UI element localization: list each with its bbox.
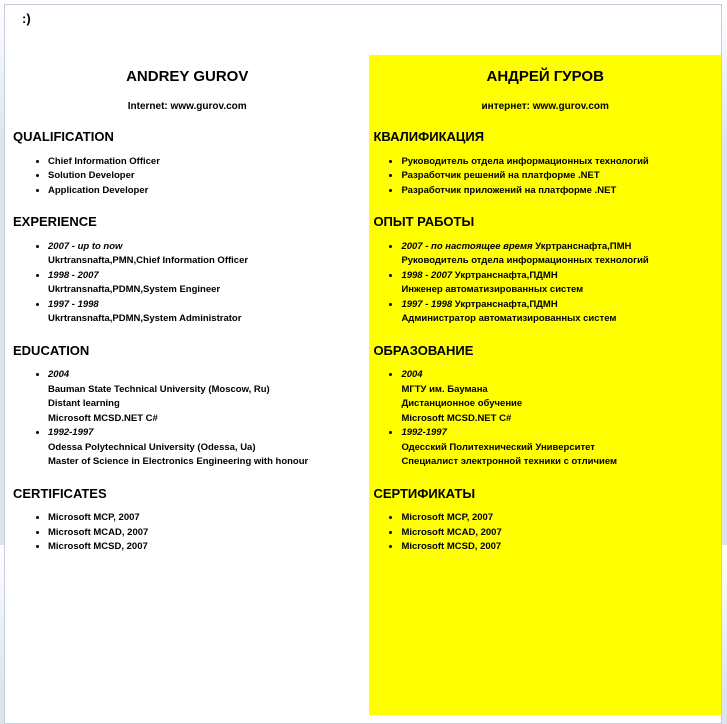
list-item — [48, 269, 361, 298]
item-line — [401, 169, 717, 184]
item-text: Microsoft MCSD, 2007 — [48, 541, 148, 553]
item-line — [48, 269, 361, 284]
item-line — [401, 383, 717, 398]
item-text: Ukrtransnafta,PMN,Chief Information Officer — [48, 255, 249, 267]
item-text: Администратор автоматизированных систем — [401, 313, 617, 325]
item-text: Microsoft MCP, 2007 — [48, 512, 140, 524]
section-heading: QUALIFICATION — [13, 129, 114, 144]
item-line — [401, 283, 717, 298]
item-line — [48, 312, 361, 327]
item-text: Ukrtransnafta,PDMN,System Engineer — [48, 284, 221, 296]
date-range: 1998 - 2007 — [401, 269, 453, 281]
item-text: Укртранснафта,ПДМН — [452, 298, 558, 310]
item-line — [401, 511, 717, 526]
list-item — [48, 540, 361, 555]
date-range: 1997 - 1998 — [401, 298, 453, 310]
item-text: Application Developer — [48, 184, 149, 196]
list-item — [401, 269, 717, 298]
item-text: Microsoft MCAD, 2007 — [401, 526, 502, 538]
item-line — [48, 155, 361, 170]
section-list — [13, 155, 361, 199]
item-line — [48, 184, 361, 199]
list-item — [401, 184, 717, 199]
item-text: Distant learning — [48, 398, 120, 410]
date-range: 1998 - 2007 — [48, 269, 99, 281]
item-text: Microsoft MCSD.NET C# — [401, 412, 512, 424]
item-line — [48, 283, 361, 298]
list-item — [48, 240, 361, 269]
section-heading: EDUCATION — [13, 342, 90, 358]
section-list — [13, 240, 361, 327]
section-heading: ОБРАЗОВАНИЕ — [373, 342, 474, 358]
item-line — [48, 240, 361, 255]
column-russian — [369, 55, 721, 715]
item-text: Chief Information Officer — [48, 155, 160, 167]
list-item — [401, 298, 717, 327]
list-item — [401, 368, 717, 426]
item-line — [401, 412, 717, 427]
item-line — [48, 526, 361, 541]
item-line — [48, 412, 361, 427]
item-text: Разработчик приложений на платформе .NET — [401, 184, 617, 196]
item-line — [401, 540, 717, 555]
item-line — [48, 368, 361, 383]
item-line — [401, 184, 717, 199]
item-text: Odessa Polytechnical University (Odessa, Ua) — [48, 441, 256, 453]
list-item — [401, 511, 717, 526]
list-item — [401, 155, 717, 170]
item-line — [401, 240, 717, 255]
item-text: Microsoft MCP, 2007 — [401, 512, 494, 524]
list-item — [48, 184, 361, 199]
date-range: 2007 - up to now — [48, 240, 123, 252]
item-text: Microsoft MCAD, 2007 — [48, 526, 149, 538]
item-line — [401, 368, 717, 383]
section-heading: КВАЛИФИКАЦИЯ — [373, 129, 485, 144]
item-text: Одесский Политехнический Университет — [401, 441, 595, 453]
item-line — [48, 511, 361, 526]
item-text: Microsoft MCSD, 2007 — [401, 541, 502, 553]
item-line — [401, 298, 717, 313]
item-text: Microsoft MCSD.NET C# — [48, 412, 158, 424]
list-item — [401, 540, 717, 555]
item-text: Инженер автоматизированных систем — [401, 284, 584, 296]
section-list — [13, 511, 361, 555]
item-text: МГТУ им. Баумана — [401, 383, 488, 395]
date-range: 1997 - 1998 — [48, 298, 99, 310]
item-text: Ukrtransnafta,PDMN,System Administrator — [48, 313, 242, 325]
item-line — [48, 298, 361, 313]
item-line — [401, 455, 717, 470]
section-heading: ОПЫТ РАБОТЫ — [373, 214, 475, 230]
resume-title-russian: АНДРЕЙ ГУРОВ — [486, 68, 604, 85]
date-range: 1992-1997 — [401, 427, 447, 439]
item-line — [48, 441, 361, 456]
item-line — [401, 312, 717, 327]
item-line — [48, 169, 361, 184]
date-range: 2004 — [401, 369, 423, 381]
resume-subtitle-english: Internet: www.gurov.com — [127, 101, 247, 112]
list-item — [401, 169, 717, 184]
item-line — [401, 155, 717, 170]
section-list — [373, 240, 717, 327]
item-line — [48, 383, 361, 398]
resume-subtitle-russian: интернет: www.gurov.com — [481, 101, 609, 112]
item-text: Руководитель отдела информационных технологий — [401, 255, 649, 267]
item-text: Укртранснафта,ПДМН — [452, 269, 558, 281]
item-text: Руководитель отдела информационных технологий — [401, 155, 649, 167]
list-item — [48, 511, 361, 526]
item-line — [401, 526, 717, 541]
section-heading: СЕРТИФИКАТЫ — [373, 485, 476, 501]
section-list — [373, 511, 717, 555]
item-line — [48, 540, 361, 555]
item-line — [401, 441, 717, 456]
section-heading: CERTIFICATES — [13, 485, 107, 501]
item-text: Специалист электронной техники с отличием — [401, 456, 618, 468]
smiley-text: :) — [22, 11, 31, 26]
resume-title-english: ANDREY GUROV — [126, 68, 249, 85]
list-item — [401, 240, 717, 269]
item-text: Разработчик решений на платформе .NET — [401, 170, 600, 182]
item-text: Дистанционное обучение — [401, 398, 523, 410]
list-item — [48, 298, 361, 327]
item-line — [48, 426, 361, 441]
date-range: 1992-1997 — [48, 427, 94, 439]
item-text: Укртранснафта,ПМН — [532, 240, 632, 252]
date-range: 2004 — [48, 369, 70, 381]
section-heading: EXPERIENCE — [13, 214, 97, 230]
item-line — [401, 397, 717, 412]
list-item — [48, 169, 361, 184]
list-item — [48, 368, 361, 426]
list-item — [401, 526, 717, 541]
list-item — [48, 155, 361, 170]
date-range: 2007 - по настоящее время — [401, 240, 533, 252]
item-text: Master of Science in Electronics Engineering with honour — [48, 456, 309, 468]
item-line — [48, 397, 361, 412]
item-text: Solution Developer — [48, 170, 135, 182]
section-list — [13, 368, 361, 470]
item-line — [401, 269, 717, 284]
item-line — [401, 254, 717, 269]
list-item — [401, 426, 717, 470]
sections-russian — [373, 129, 717, 555]
item-text: Bauman State Technical University (Moscow, Ru) — [48, 383, 270, 395]
item-line — [48, 254, 361, 269]
resume-page — [4, 4, 722, 724]
column-english — [5, 55, 369, 715]
list-item — [48, 526, 361, 541]
item-line — [401, 426, 717, 441]
list-item — [48, 426, 361, 470]
sections-english — [13, 129, 361, 555]
section-list — [373, 155, 717, 199]
section-list — [373, 368, 717, 470]
resume-columns — [5, 55, 721, 715]
item-line — [48, 455, 361, 470]
